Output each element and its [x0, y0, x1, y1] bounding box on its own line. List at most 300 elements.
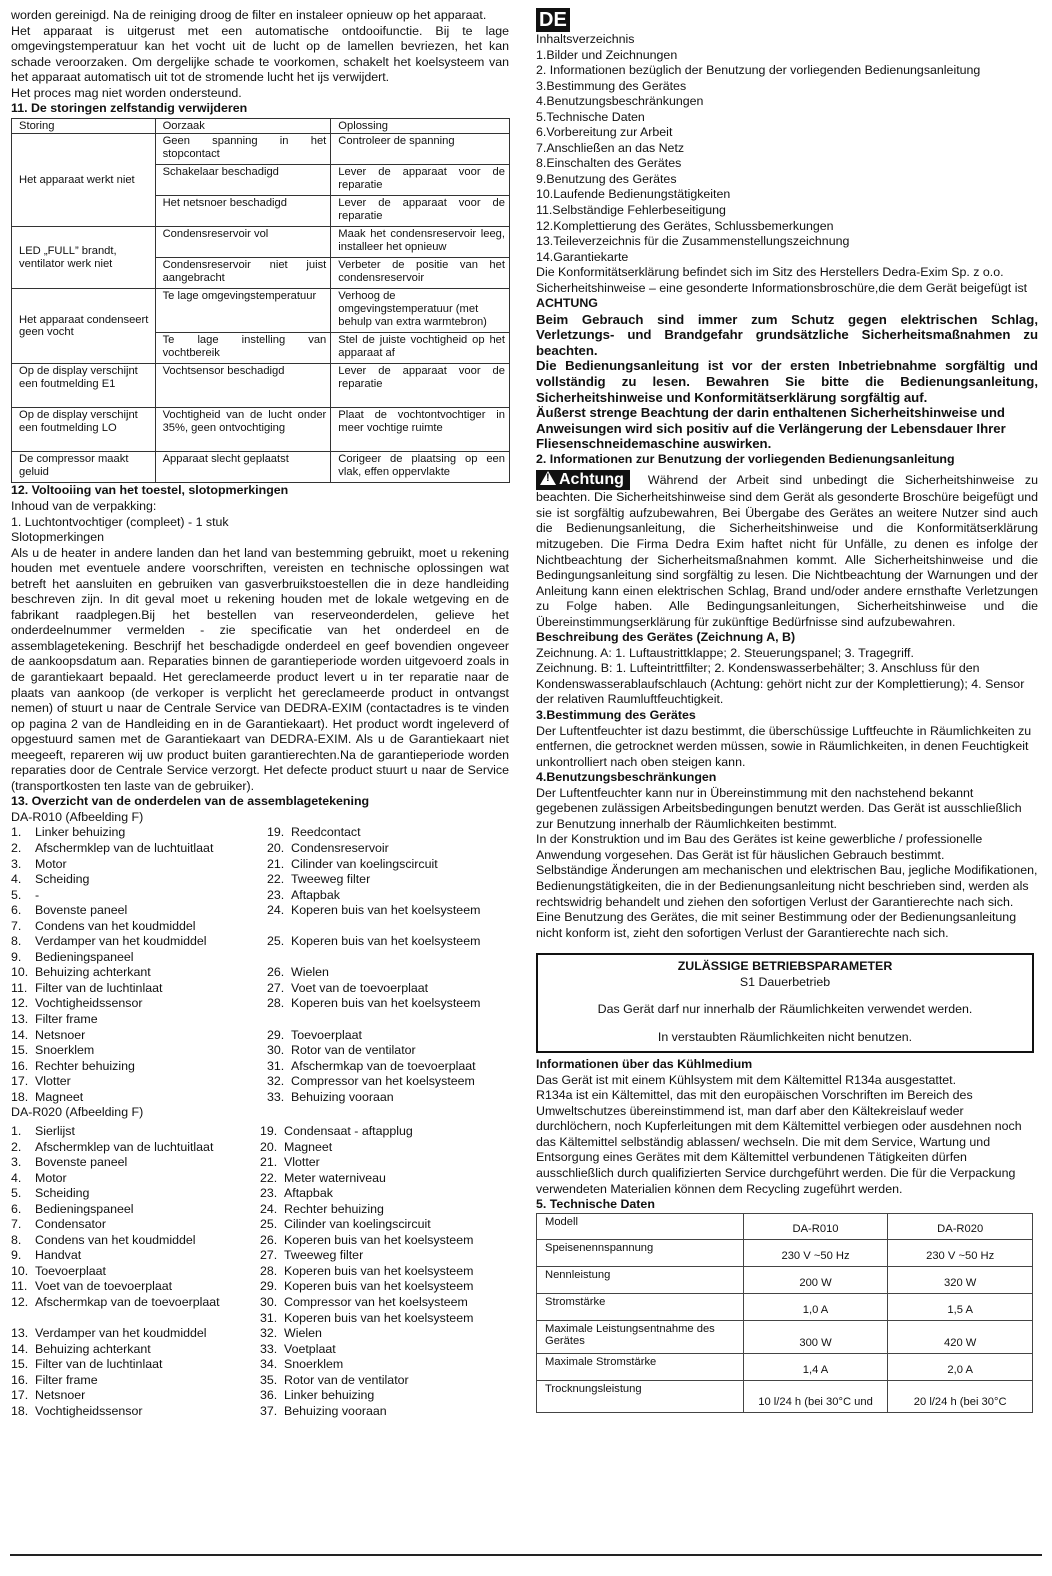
part-item [11, 1373, 261, 1389]
operating-parameters-box [536, 953, 1034, 1053]
safety-text: Sicherheitshinweise – eine gesonderte Informationsbroschüre,die dem Gerät beigefügt ist [536, 280, 1028, 295]
toc-item: 1.Bilder und Zeichnungen [536, 47, 678, 62]
fix-cell: Verbeter de positie van het condensreservoir [331, 258, 510, 289]
table-row [537, 1239, 1033, 1266]
box-subtitle: S1 Dauerbetrieb [739, 974, 831, 989]
part-item [11, 1028, 261, 1044]
part-item [260, 1373, 509, 1389]
spec-label: Stromstärke [537, 1293, 744, 1320]
part-number: 29. [260, 1279, 278, 1294]
part-name: Filter van de luchtinlaat [35, 1357, 163, 1372]
part-name: Koperen buis van het koelsysteem [284, 1279, 474, 1294]
cause-cell: Het netsnoer beschadigd [155, 196, 331, 227]
part-item [11, 1326, 261, 1342]
part-item [11, 1043, 261, 1059]
r020-parts-col1 [11, 1124, 261, 1419]
part-number: 18. [11, 1403, 29, 1418]
part-name: Vochtigheidssensor [35, 1403, 143, 1418]
storing-cell: Het apparaat condenseert geen vocht [12, 289, 156, 364]
storing-cell: De compressor maakt geluid [12, 452, 156, 483]
part-item [260, 1279, 509, 1295]
part-item [11, 888, 261, 904]
part-name: Toevoerplaat [291, 1027, 362, 1042]
section-4-heading: 4.Benutzungsbeschränkungen [536, 770, 717, 785]
toc-item: 11.Selbständige Fehlerbeseitigung [536, 203, 726, 218]
part-name: Scheiding [35, 1186, 90, 1201]
part-item [11, 1233, 261, 1249]
part-name: Filter frame [35, 1012, 98, 1027]
achtung-text: Während der Arbeit sind unbedingt die Sicherheitshinweise zu beachten. Die Sicherheitshinweise sind dem Gerät als gesonderte Broschüre beigefügt und sie ist sorgfältig aufzubewahren, Bei Übergabe des Gerätes an weitere Nutzer sind auch die Bedienungsanleitung, die Sicherheitshinweise und die Konformitätserklärung mitzugeben. Die Firma Dedra Exim haftet nicht für Unfälle, zu denen es infolge der Nichtbeachtung der Sicherheitsmaßnahmen kommt. Alle Sicherheitshinweise und die Bedingungsanleitung sind sorgfältig zu lesen. Die Nichtbeachtung der Warnungen und der Anleitung kann einen elektrischen Schlag, Brand und/oder andere ernsthafte Verletzungen zu Folge haben. Alle Bedingungsanleitungen, Sicherheitshinweise und die Übereinstimmungserklärung für zukünftige Bedürfnisse sind aufzubewahren. [536, 473, 1038, 629]
part-name: Behuizing vooraan [291, 1089, 394, 1104]
achtung-paragraph [536, 470, 1038, 630]
toc-item: 3.Bestimmung des Gerätes [536, 78, 687, 93]
part-number: 33. [267, 1089, 285, 1104]
spec-value: 1,4 A [743, 1353, 888, 1380]
part-item [260, 1311, 509, 1327]
part-item [260, 1404, 509, 1420]
part-number: 13. [11, 1326, 29, 1341]
storing-cell: LED „FULL” brandt, ventilator werk niet [12, 227, 156, 289]
package-contents-label: Inhoud van de verpakking: [11, 498, 157, 513]
part-number: 10. [11, 1263, 29, 1278]
part-name: Toevoerplaat [35, 1263, 106, 1278]
conformity-text: Die Konformitätserklärung befindet sich im Sitz des Herstellers Dedra-Exim Sp. z o.o. [536, 265, 1004, 280]
bottom-rule [10, 1554, 1042, 1556]
part-name: Sierlijst [35, 1124, 75, 1138]
part-item [11, 934, 261, 950]
col-header-storing: Storing [12, 118, 156, 134]
part-number: 3. [11, 856, 22, 871]
part-number: 28. [267, 996, 285, 1011]
spec-value: DA-R010 [743, 1213, 888, 1239]
language-badge: DE [536, 8, 570, 32]
part-number: 9. [11, 1248, 22, 1263]
cause-cell: Geen spanning in het stopcontact [155, 134, 331, 165]
part-number: 23. [267, 887, 285, 902]
cause-cell: Schakelaar beschadigd [155, 165, 331, 196]
part-item [260, 1388, 509, 1404]
part-name: Afschermklep van de luchtuitlaat [35, 1139, 214, 1154]
part-item [11, 996, 261, 1012]
part-number: 11. [11, 1279, 28, 1294]
toc-item: 9.Benutzung des Gerätes [536, 171, 677, 186]
part-number: 31. [267, 1058, 285, 1073]
part-item [11, 1217, 261, 1233]
section-12-heading: 12. Voltooiing van het toestel, slotopmerkingen [11, 483, 289, 498]
warning-2: Die Bedienungsanleitung ist vor der ersten Inbetriebnahme sorgfältig und vollständig zu lesen. Bewahren Sie bitte die Bedienungsanleitung, Sicherheitshinweise und Konformitätserklärung sorgfältig auf. [536, 358, 1038, 405]
part-name: Koperen buis van het koelsysteem [284, 1310, 474, 1325]
part-name: Filter frame [35, 1372, 98, 1387]
part-name: Bedieningspaneel [35, 949, 134, 964]
part-item [11, 919, 261, 935]
part-name: Koperen buis van het koelsysteem [291, 934, 481, 949]
part-name: Netsnoer [35, 1388, 86, 1403]
fix-cell: Plaat de vochtontvochtiger in meer vochtige ruimte [331, 408, 510, 452]
spec-value: 320 W [888, 1266, 1033, 1293]
part-number: 9. [11, 949, 22, 964]
part-name: Koperen buis van het koelsysteem [284, 1232, 474, 1247]
part-item [11, 825, 261, 841]
part-item [267, 934, 509, 965]
toc-item: 13.Teileverzeichnis für die Zusammenstellungszeichnung [536, 234, 850, 249]
part-number: 27. [260, 1248, 278, 1263]
part-number: 30. [260, 1295, 278, 1310]
part-name: Voetplaat [284, 1341, 336, 1356]
part-item [260, 1264, 509, 1280]
defrost-text: Het apparaat is uitgerust met een automatische ontdooifunctie. Bij te lage omgevingstemperatuur kan het vocht uit de lucht op de lamellen bevriezen, het kan schade veroorzaken. Om dergelijke schade te voorkomen, schakelt het koelsysteem van het apparaat automatisch uit tot de stromende lucht het ijs verwijdert. [11, 23, 509, 85]
part-item [260, 1171, 509, 1187]
refrigerant-text-1: Das Gerät ist mit einem Kühlsystem mit dem Kältemittel R134a ausgestattet. [536, 1072, 957, 1087]
col-header-oorzaak: Oorzaak [155, 118, 331, 134]
table-header-row [12, 118, 510, 134]
achtung-heading: ACHTUNG [536, 296, 598, 311]
part-name: Compressor van het koelsysteem [284, 1295, 468, 1310]
part-name: Condens van het koudmiddel [35, 1232, 196, 1247]
table-row [537, 1353, 1033, 1380]
part-item [11, 1186, 261, 1202]
fix-cell: Verhoog de omgevingstemperatuur (met behulp van extra warmtebron) [331, 289, 510, 333]
part-number: 20. [260, 1139, 278, 1154]
part-item [260, 1233, 509, 1249]
part-number: 24. [267, 903, 285, 918]
part-name: Condensreservoir [291, 841, 389, 855]
part-name: Voet van de toevoerplaat [35, 1279, 173, 1294]
spec-value: 1,5 A [888, 1293, 1033, 1320]
part-name: Wielen [291, 965, 329, 980]
toc-item: 5.Technische Daten [536, 109, 645, 124]
part-name: Linker behuizing [284, 1388, 375, 1403]
part-number: 18. [11, 1089, 29, 1104]
section-4-text-c: Selbständige Änderungen am mechanischen und elektrischen Bau, jegliche Modifikationen, Bedienungstätigkeiten, die in der Bedienungsanleitung nicht beschrieben sind, werden als rechtswidrig behandelt und ziehen den sofortigen Verlust der Garantierechte nach sich. [536, 863, 1038, 909]
part-number: 26. [260, 1232, 278, 1247]
part-name: Bovenste paneel [35, 1155, 128, 1170]
fix-cell: Controleer de spanning [331, 134, 510, 165]
part-item [260, 1202, 509, 1218]
fix-cell: Lever de apparaat voor de reparatie [331, 364, 510, 408]
part-name: Verdamper van het koudmiddel [35, 1326, 207, 1341]
part-name: Wielen [284, 1326, 322, 1341]
part-name: Condensaat - aftapplug [284, 1124, 413, 1138]
part-item [11, 1295, 261, 1326]
part-item [267, 888, 509, 904]
part-name: - [35, 887, 40, 902]
part-name: Koperen buis van het koelsysteem [291, 903, 481, 918]
part-item [267, 981, 509, 997]
part-item [267, 1059, 509, 1075]
part-number: 4. [11, 872, 22, 887]
spec-label: Nennleistung [537, 1266, 744, 1293]
part-number: 12. [11, 1295, 29, 1310]
part-name: Koperen buis van het koelsysteem [284, 1263, 474, 1278]
part-number: 16. [11, 1058, 29, 1073]
part-item [260, 1326, 509, 1342]
fix-cell: Lever de apparaat voor de reparatie [331, 196, 510, 227]
part-item [260, 1357, 509, 1373]
part-item [11, 857, 261, 873]
table-row [12, 452, 510, 483]
part-number: 14. [11, 1027, 29, 1042]
part-number: 31. [260, 1310, 278, 1325]
cause-cell: Apparaat slecht geplaatst [155, 452, 331, 483]
warning-1: Beim Gebrauch sind immer zum Schutz gegen elektrischen Schlag, Verletzungs- und Brandgefahr grundsätzliche Sicherheitsmaßnahmen zu beachten. [536, 311, 1038, 358]
spec-label: Maximale Leistungsentnahme des Gerätes [537, 1320, 744, 1353]
part-number: 7. [11, 1217, 22, 1232]
part-number: 10. [11, 965, 29, 980]
table-row [537, 1266, 1033, 1293]
part-item [267, 996, 509, 1027]
part-item [11, 1264, 261, 1280]
part-item [260, 1155, 509, 1171]
part-number: 17. [11, 1388, 29, 1403]
part-number: 15. [11, 1043, 29, 1058]
part-item [11, 1248, 261, 1264]
warning-triangle-icon: ! [540, 471, 556, 485]
part-number: 13. [11, 1012, 29, 1027]
part-number: 6. [11, 1201, 22, 1216]
part-name: Aftapbak [284, 1186, 333, 1201]
toc-item: 4.Benutzungsbeschränkungen [536, 94, 704, 109]
part-name: Tweeweg filter [291, 872, 371, 887]
part-name: Afschermklep van de luchtuitlaat [35, 841, 214, 855]
part-name: Compressor van het koelsysteem [291, 1074, 475, 1089]
part-name: Snoerklem [284, 1357, 344, 1372]
table-row [12, 289, 510, 333]
table-row [12, 134, 510, 165]
spec-value: 1,0 A [743, 1293, 888, 1320]
r010-parts-title: DA-R010 (Afbeelding F) [11, 809, 144, 824]
part-item [267, 1028, 509, 1044]
part-name: Linker behuizing [35, 825, 126, 840]
part-name: Afschermkap van de toevoerplaat [35, 1295, 220, 1310]
spec-label: Maximale Stromstärke [537, 1353, 744, 1380]
part-name: Rechter behuizing [35, 1058, 135, 1073]
part-number: 36. [260, 1388, 278, 1403]
spec-label: Trocknungsleistung [537, 1380, 744, 1412]
part-number: 29. [267, 1027, 285, 1042]
part-number: 6. [11, 903, 22, 918]
left-column [11, 8, 509, 1421]
part-number: 1. [11, 1124, 22, 1138]
process-note: Het proces mag niet worden ondersteund. [11, 85, 242, 100]
part-number: 24. [260, 1201, 278, 1216]
section-4-text-b: In der Konstruktion und im Bau des Gerätes ist keine gewerbliche / professionelle Anwendung vorgesehen. Das Gerät ist für häuslichen Gebrauch bestimmt. [536, 832, 983, 862]
part-item [11, 1279, 261, 1295]
toc-title: Inhaltsverzeichnis [536, 32, 635, 46]
refrigerant-heading: Informationen über das Kühlmedium [536, 1057, 753, 1072]
table-row [537, 1380, 1033, 1412]
part-name: Filter van de luchtinlaat [35, 980, 163, 995]
part-number: 14. [11, 1341, 29, 1356]
part-item [267, 872, 509, 888]
part-number: 25. [267, 934, 285, 949]
table-row [537, 1293, 1033, 1320]
part-number: 35. [260, 1372, 278, 1387]
part-name: Behuizing vooraan [284, 1403, 387, 1418]
part-name: Cilinder van koelingscircuit [291, 856, 438, 871]
cause-cell: Vochtsensor beschadigd [155, 364, 331, 408]
table-row [12, 364, 510, 408]
part-number: 23. [260, 1186, 278, 1201]
part-name: Afschermkap van de toevoerplaat [291, 1058, 476, 1073]
cause-cell: Condensreservoir vol [155, 227, 331, 258]
box-title: ZULÄSSIGE BETRIEBSPARAMETER [677, 959, 893, 974]
part-item [260, 1217, 509, 1233]
part-name: Condensator [35, 1217, 106, 1232]
part-name: Verdamper van het koudmiddel [35, 934, 207, 949]
cause-cell: Te lage instelling van vochtbereik [155, 333, 331, 364]
part-number: 17. [11, 1074, 29, 1089]
spec-value: 20 l/24 h (bei 30°C [888, 1380, 1033, 1412]
final-remarks-text: Als u de heater in andere landen dan het land van bestemming gebruikt, moet u rekening houden met eventuele andere voorschriften, vereisten en technische oplossingen wat betreft het aansluiten en gebruiken van gasverbruikstoestellen die in deze handleiding beschreven zijn. In dit geval moet u rekening houden met de lokale wetgeving en de fabrikant raadplegen.Bij het bestellen van reserveonderdelen, gelieve het onderdeelnummer vermelden - zie specificatie van het onderdeel en de assemblagetekening. Beschrijf het beschadigde onderdeel en geef bovendien ongeveer de aankoopsdatum aan. Reparaties binnen de garantieperiode worden uitgevoerd zoals in de garantiekaart bepaald. Het gereclameerde product levert u in ter reparatie naar de plaats van aankoop (de verkoper is verplicht het gereclameerde product in ontvangst nemen) of stuurt u naar de Centrale Service van DEDRA-EXIM (contactadres is te vinden op pagina 2 van de Handleiding en in de Garantiekaart). Het product wordt ingeleverd of opgestuurd samen met de Garantiekaart van DEDRA-EXIM. Als u de Garantiekaart niet meegeeft, repareren wij uw product buiten garantierechten.Na de garantieperiode worden reparaties door de Centrale Service verzorgt. Het defecte product stuurt u naar de Service (transportkosten ten laste van de gebruiker). [11, 545, 509, 793]
part-name: Magneet [284, 1139, 333, 1154]
part-number: 8. [11, 934, 22, 949]
part-item [11, 872, 261, 888]
r010-parts-col2 [267, 825, 509, 1105]
cause-cell: Te lage omgevingstemperatuur [155, 289, 331, 333]
part-name: Aftapbak [291, 887, 340, 902]
storing-cell: Op de display verschijnt een foutmelding LO [12, 408, 156, 452]
spec-label: Modell [537, 1213, 744, 1239]
fix-cell: Lever de apparaat voor de reparatie [331, 165, 510, 196]
part-name: Netsnoer [35, 1027, 86, 1042]
storing-cell: Het apparaat werkt niet [12, 134, 156, 227]
part-item [11, 1404, 261, 1420]
part-name: Rotor van de ventilator [284, 1372, 409, 1387]
part-number: 2. [11, 1139, 22, 1154]
part-item [260, 1140, 509, 1156]
fix-cell: Maak het condensreservoir leeg, installeer het opnieuw [331, 227, 510, 258]
spec-value: 10 l/24 h (bei 30°C und [743, 1380, 888, 1412]
part-number: 8. [11, 1232, 22, 1247]
fix-cell: Stel de juiste vochtigheid op het apparaat af [331, 333, 510, 364]
part-item [260, 1186, 509, 1202]
section-3-text: Der Luftentfeuchter ist dazu bestimmt, die überschüssige Luftfeuchte in Räumlichkeiten zu entfernen, die getrocknet werden müssen, sowie in Räumlichkeiten, in denen Feuchtigkeit unkontrolliert nach oben steigen kann. [536, 723, 1032, 769]
refrigerant-text-2: R134a ist ein Kältemittel, das mit den europäischen Vorschriften im Bereich des Umweltschutzes übereinstimmend ist, man darf aber den Kältekreislauf weder durchlöchern, noch Kupferleitungen mit dem Kältemittel verbiegen oder ausdehnen noch das Kältemittel selbständig ablassen/ wechseln. Die mit dem Service, Wartung und Entsorgung eines Gerätes mit dem Kältemittel verbundenen Tätigkeiten dürfen ausschließlich durch qualifizierten Service durchgeführt werden. Die für die Verpackung verwendeten Materialien können dem Recycling zugeführt werden. [536, 1088, 1022, 1196]
part-name: Rechter behuizing [284, 1201, 384, 1216]
part-number: 21. [260, 1155, 278, 1170]
part-number: 28. [260, 1263, 278, 1278]
section-3-heading: 3.Bestimmung des Gerätes [536, 707, 696, 722]
part-number: 32. [260, 1326, 278, 1341]
package-contents-item: 1. Luchtontvochtiger (compleet) - 1 stuk [11, 514, 229, 529]
part-item [11, 1074, 261, 1090]
part-number: 19. [260, 1124, 278, 1138]
part-name: Bedieningspaneel [35, 1201, 134, 1216]
toc-list [536, 48, 1038, 266]
part-number: 25. [260, 1217, 278, 1232]
toc-item: 14.Garantiekarte [536, 249, 629, 264]
part-item [11, 841, 261, 857]
part-number: 22. [260, 1170, 278, 1185]
part-item [11, 1388, 261, 1404]
part-item [260, 1124, 509, 1140]
part-name: Tweeweg filter [284, 1248, 364, 1263]
cause-cell: Condensreservoir niet juist aangebracht [155, 258, 331, 289]
part-number: 21. [267, 856, 285, 871]
part-item [267, 825, 509, 841]
spec-label: Speisenennspannung [537, 1239, 744, 1266]
toc-item: 2. Informationen bezüglich der Benutzung der vorliegenden Bedienungsanleitung [536, 63, 981, 78]
toc-item: 7.Anschließen an das Netz [536, 140, 685, 155]
part-name: Motor [35, 1170, 67, 1185]
part-number: 1. [11, 825, 22, 840]
achtung-label [536, 470, 630, 490]
part-name: Motor [35, 856, 67, 871]
part-name: Reedcontact [291, 825, 361, 840]
spec-value: 200 W [743, 1266, 888, 1293]
part-item [11, 1124, 261, 1140]
part-item [11, 1357, 261, 1373]
fix-cell: Corigeer de plaatsing op een vlak, effen oppervlakte [331, 452, 510, 483]
description-a: Zeichnung. A: 1. Luftaustrittklappe; 2. Steuerungspanel; 3. Tragegriff. [536, 645, 914, 660]
part-name: Koperen buis van het koelsysteem [291, 996, 481, 1011]
part-name: Rotor van de ventilator [291, 1043, 416, 1058]
part-item [11, 903, 261, 919]
table-row [537, 1320, 1033, 1353]
part-item [11, 1140, 261, 1156]
part-item [267, 965, 509, 981]
r010-parts-list [11, 825, 509, 1105]
section-2-heading: 2. Informationen zur Benutzung der vorliegenden Bedienungsanleitung [536, 451, 955, 466]
part-name: Magneet [35, 1089, 84, 1104]
part-name: Behuizing achterkant [35, 1341, 151, 1356]
part-number: 33. [260, 1341, 278, 1356]
col-header-oplossing: Oplossing [331, 118, 510, 134]
part-item [267, 903, 509, 934]
part-number: 37. [260, 1403, 278, 1418]
part-item [11, 965, 261, 981]
part-name: Scheiding [35, 872, 90, 887]
section-4-text-d: Eine Benutzung des Gerätes, die mit seiner Bestimmung oder der Bedienungsanleitung nicht konform ist, zieht den sofortigen Verlust der Garantierechte nach sich. [536, 910, 1017, 940]
part-number: 2. [11, 841, 22, 855]
part-number: 15. [11, 1357, 29, 1372]
part-item [267, 1043, 509, 1059]
part-item [11, 1171, 261, 1187]
spec-value: 300 W [743, 1320, 888, 1353]
part-name: Snoerklem [35, 1043, 95, 1058]
part-item [260, 1248, 509, 1264]
part-item [267, 1090, 509, 1106]
spec-value: 420 W [888, 1320, 1033, 1353]
box-line-1: Das Gerät darf nur innerhalb der Räumlichkeiten verwendet werden. [597, 1002, 973, 1017]
part-number: 7. [11, 918, 22, 933]
r010-parts-col1 [11, 825, 261, 1105]
part-number: 11. [11, 980, 28, 995]
part-item [267, 1074, 509, 1090]
part-number: 30. [267, 1043, 285, 1058]
part-name: Vlotter [35, 1074, 71, 1089]
part-name: Condens van het koudmiddel [35, 918, 196, 933]
box-line-2: In verstaubten Räumlichkeiten nicht benutzen. [657, 1029, 913, 1044]
toc-item: 8.Einschalten des Gerätes [536, 156, 682, 171]
part-name: Behuizing achterkant [35, 965, 151, 980]
part-number: 22. [267, 872, 285, 887]
part-number: 12. [11, 996, 29, 1011]
spec-value: 230 V ~50 Hz [888, 1239, 1033, 1266]
filter-cleaning-text: worden gereinigd. Na de reiniging droog de filter en instaleer opnieuw op het apparaat. [11, 8, 487, 22]
section-13-heading: 13. Overzicht van de onderdelen van de assemblagetekening [11, 794, 370, 809]
part-name: Vochtigheidssensor [35, 996, 143, 1011]
part-number: 5. [11, 887, 22, 902]
part-number: 27. [267, 980, 285, 995]
table-row [12, 408, 510, 452]
r020-parts-title: DA-R020 (Afbeelding F) [11, 1105, 144, 1120]
part-name: Vlotter [284, 1155, 320, 1170]
part-number: 19. [267, 825, 285, 840]
part-number: 32. [267, 1074, 285, 1089]
r020-parts-list [11, 1121, 509, 1421]
description-heading: Beschreibung des Gerätes (Zeichnung A, B) [536, 630, 796, 645]
